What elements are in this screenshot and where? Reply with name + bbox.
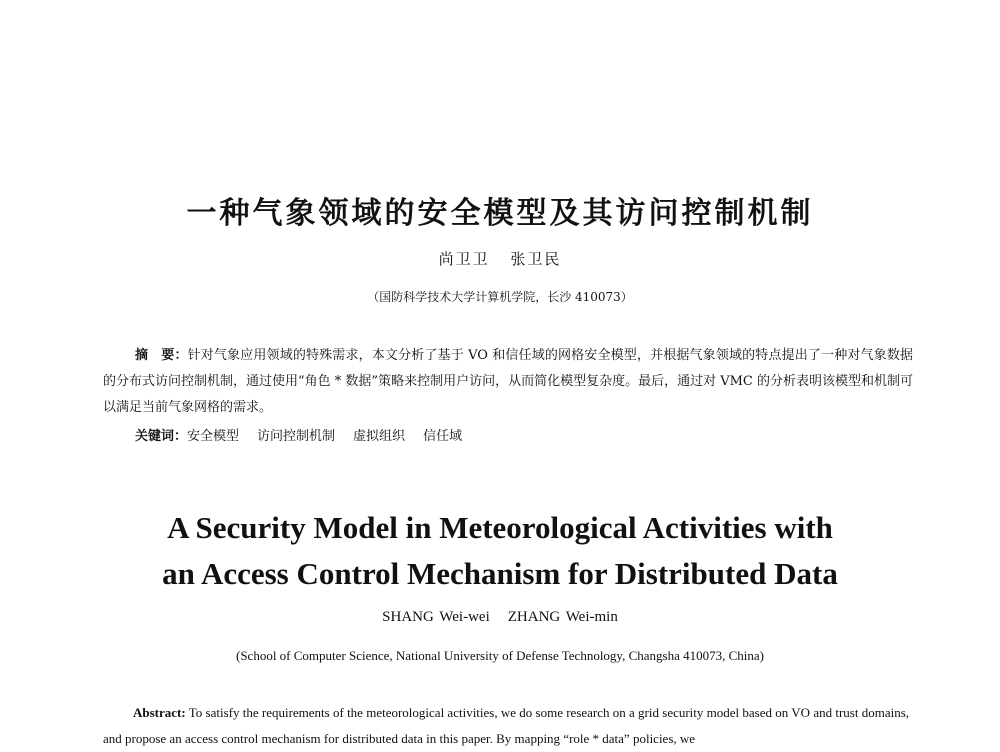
chinese-keywords-label: 关键词：: [135, 429, 188, 444]
english-abstract-text: To satisfy the requirements of the meteorological activities, we do some research on a grid security model based on VO and trust domains, and propose an access control mechanism for distributed data in this paper. By mapping “role * data” policies, we: [103, 705, 910, 746]
keyword-2: 访问控制机制: [257, 429, 336, 444]
keyword-4: 信任域: [423, 429, 463, 444]
english-author-2: ZHANG Wei-min: [507, 609, 618, 625]
keyword-3: 虚拟组织: [353, 429, 406, 444]
english-abstract-label: Abstract:: [133, 705, 186, 720]
chinese-authors: [0, 248, 1000, 269]
chinese-keywords: [135, 425, 480, 444]
chinese-abstract-text: 针对气象应用领域的特殊需求，本文分析了基于 VO 和信任域的网格安全模型，并根据气象领域的特点提出了一种对气象数据的分布式访问控制机制，通过使用“角色 * 数据”策略来控制用户访问，从而简化模型复杂度。最后，通过对 VMC 的分析表明该模型和机制可以满足当前气象网格的需求。: [103, 348, 913, 415]
english-authors: [0, 609, 1000, 626]
english-title-line-1: A Security Model in Meteorological Activities with: [167, 510, 833, 545]
keyword-1: 安全模型: [187, 429, 240, 444]
chinese-abstract: [103, 343, 913, 421]
english-title-line-2: an Access Control Mechanism for Distributed Data: [162, 556, 838, 591]
chinese-author-2: 张卫民: [510, 250, 562, 268]
chinese-author-1: 尚卫卫: [438, 250, 490, 268]
chinese-abstract-label: 摘 要：: [135, 348, 188, 363]
chinese-affiliation: （国防科学技术大学计算机学院，长沙 410073）: [367, 290, 633, 304]
english-author-1: SHANG Wei-wei: [382, 609, 490, 625]
english-abstract: [103, 700, 909, 752]
chinese-title: 一种气象领域的安全模型及其访问控制机制: [186, 196, 814, 231]
english-affiliation: (School of Computer Science, National University of Defense Technology, Changsha 410073, China): [235, 648, 764, 663]
english-title: [0, 505, 1000, 597]
